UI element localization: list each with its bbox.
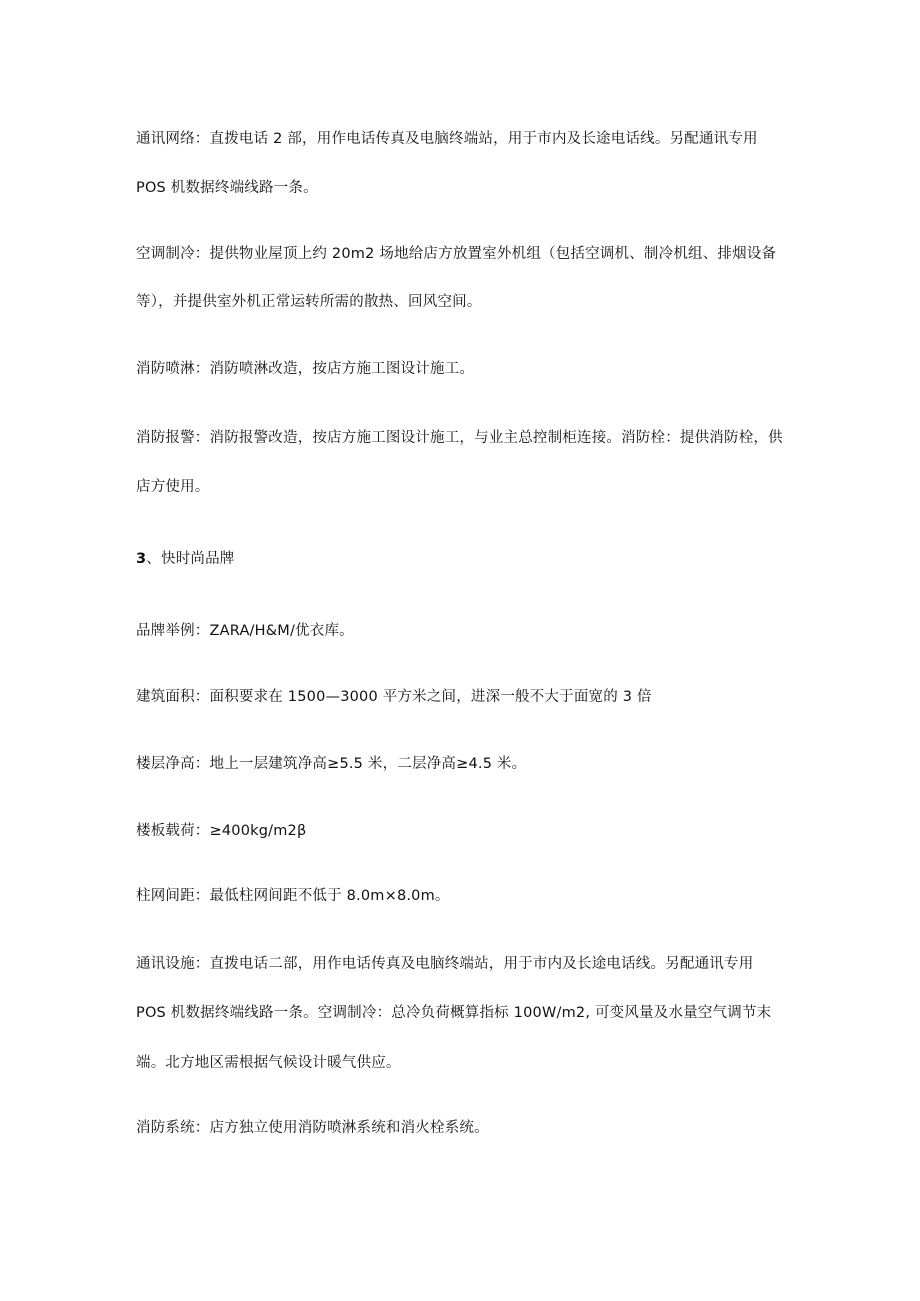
item-label: 通讯设施： bbox=[136, 956, 210, 972]
paragraph-text: 消防喷淋改造，按店方施工图设计施工。 bbox=[209, 361, 475, 377]
paragraph-text: POS 机数据终端线路一条。 bbox=[136, 180, 318, 196]
item-text: POS 机数据终端线路一条。空调制冷：总冷负荷概算指标 100W/m2, 可变风量及水量空气调节末 bbox=[136, 1005, 772, 1021]
paragraph-label: 消防报警： bbox=[136, 430, 210, 446]
paragraph-text: 等），并提供室外机正常运转所需的散热、回风空间。 bbox=[136, 294, 482, 310]
item-text: 端。北方地区需根据气候设计暖气供应。 bbox=[136, 1055, 401, 1071]
item-label: 柱网间距： bbox=[136, 888, 210, 904]
item-text: 直拨电话二部，用作电话传真及电脑终端站，用于市内及长途电话线。另配通讯专用 bbox=[209, 956, 754, 972]
item-text: 地上一层建筑净高≥5.5 米，二层净高≥4.5 米。 bbox=[209, 756, 527, 772]
paragraph-text: 店方使用。 bbox=[136, 479, 210, 495]
paragraph-line bbox=[136, 177, 796, 199]
paragraph-label: 通讯网络： bbox=[136, 131, 210, 147]
paragraph-text: 直拨电话 2 部，用作电话传真及电脑终端站，用于市内及长途电话线。另配通讯专用 bbox=[209, 131, 758, 147]
paragraph-line bbox=[136, 291, 796, 313]
paragraph-line bbox=[136, 358, 796, 380]
section-item-line bbox=[136, 820, 796, 842]
paragraph-text: 消防报警改造，按店方施工图设计施工，与业主总控制柜连接。消防栓：提供消防栓，供 bbox=[209, 430, 783, 446]
item-text: 店方独立使用消防喷淋系统和消火栓系统。 bbox=[209, 1120, 489, 1136]
section-item-line bbox=[136, 753, 796, 775]
item-label: 品牌举例： bbox=[136, 623, 210, 639]
section-item-line bbox=[136, 1117, 796, 1139]
section-item-line bbox=[136, 885, 796, 907]
paragraph-line bbox=[136, 243, 796, 265]
section-number: 3 bbox=[136, 551, 147, 567]
paragraph-line bbox=[136, 427, 796, 449]
item-text: 最低柱网间距不低于 8.0m×8.0m。 bbox=[209, 888, 450, 904]
section-item-line bbox=[136, 620, 796, 642]
section-item-line bbox=[136, 1002, 796, 1024]
item-label: 楼板载荷： bbox=[136, 823, 210, 839]
section-item-line bbox=[136, 1052, 796, 1074]
paragraph-label: 空调制冷： bbox=[136, 246, 210, 262]
section-item-line bbox=[136, 686, 796, 708]
item-text: ZARA/H&M/优衣库。 bbox=[209, 623, 354, 639]
paragraph-label: 消防喷淋： bbox=[136, 361, 210, 377]
paragraph-line bbox=[136, 476, 796, 498]
paragraph-line bbox=[136, 128, 796, 150]
item-label: 建筑面积： bbox=[136, 689, 210, 705]
item-label: 消防系统： bbox=[136, 1120, 210, 1136]
item-text: ≥400kg∕m2β bbox=[209, 823, 307, 839]
section-heading bbox=[136, 548, 796, 570]
item-label: 楼层净高： bbox=[136, 756, 210, 772]
paragraph-text: 提供物业屋顶上约 20m2 场地给店方放置室外机组（包括空调机、制冷机组、排烟设备 bbox=[209, 246, 777, 262]
section-title: 、快时尚品牌 bbox=[146, 551, 235, 567]
section-item-line bbox=[136, 953, 796, 975]
item-text: 面积要求在 1500—3000 平方米之间，进深一般不大于面宽的 3 倍 bbox=[209, 689, 652, 705]
